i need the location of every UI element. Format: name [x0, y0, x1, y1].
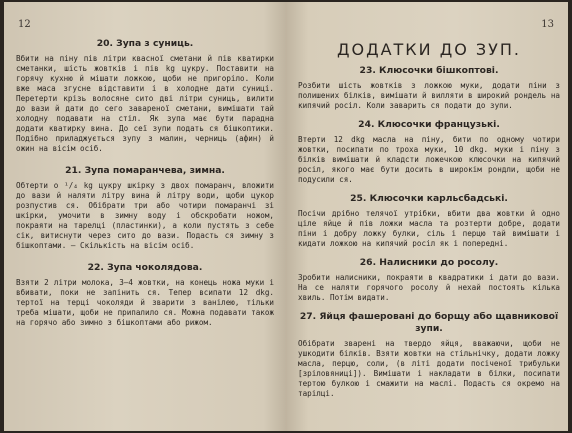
book-spread: [4, 2, 568, 431]
page-number: 13: [541, 19, 554, 30]
recipe-text: Зробити налисники, покраяти в квадратики і дати до вази. На се наляти горячого росолу й нехай постоять кілька хвиль. Потім видати.: [298, 273, 560, 302]
recipe-title: 20. Зупа з суниць.: [96, 38, 194, 49]
page-number: 12: [18, 19, 31, 30]
left-column: [16, 38, 274, 339]
recipe-title: 21. Зупа помаранчева, зимна.: [65, 165, 225, 176]
recipe-title: 25. Клюсочки карльсбадські.: [350, 193, 508, 204]
recipe-title: 22. Зупа чоколядова.: [87, 262, 203, 273]
right-page: [286, 2, 568, 431]
recipe-section: [298, 311, 560, 399]
recipe-section: [298, 119, 560, 185]
left-page: [4, 2, 286, 431]
recipe-text: Втерти 12 dkg масла на піну, бити по одному чотири жовтки, посипати по троха муки, 10 dkg. муки і піну з білків вимішати й кладсти ложечкою клюсочки на кипячий росіл, якого має бути досить в широкім рондли, щоби не подусили ся.: [298, 135, 560, 184]
recipe-title: 23. Клюсочки бішкоптові.: [359, 65, 499, 76]
recipe-text: Взяти 2 літри молока, 3—4 жовтки, на конець ножа муки і вбивати, поки не запінить ся. Тепер всипати 12 dkg. тертої на терці чоколяди й зварити з ванілею, тільки треба мішати, щоби не припалило ся. Можна подавати також на горячо або зимно з бішкоптами або рижом.: [16, 278, 274, 327]
recipe-title: 27. Яйця фашеровані до борщу або щавникової зупи.: [299, 311, 559, 334]
recipe-text: Розбити шість жовтків з ложкою муки, додати піни з полишених білків, вимішати й вилляти в широкий рондель на кипячий росіл. Коли заварить ся подати до зупи.: [298, 81, 560, 110]
recipe-title: 24. Клюсочки французькі.: [358, 119, 500, 130]
recipe-text: Вбити на піну пів літри квасної сметани й пів кватирки сметанки, шість жовтків і пів kg цукру. Поставити на горячу кухню й мішати ложкою, щоби не пригоріло. Коли вже маса згусне відставити і в холодне дати суниці. Перетерти крізь волосяне сито дві літри суниць, вилити до вази й дати до сего завареної сметани, вимішати тай холодну подавати на стіл. Як зупа має бути парадна додати кватирку вина. До сеї зупи подать ся бішкоптики. Подібно приладжується зупу з малин, черниць (афин) й ожин на вісім осіб.: [16, 54, 274, 153]
recipe-section: [298, 65, 560, 111]
right-column: [298, 40, 560, 407]
recipe-section: [16, 262, 274, 328]
recipe-section: [298, 193, 560, 249]
recipe-title: 26. Налисники до росолу.: [359, 257, 499, 268]
recipe-section: [16, 165, 274, 251]
recipe-text: Обтерти о ¹/₄ kg цукру шкірку з двох помаранч, вложити до вази й наляти літру вина й літру води, щоби цукор розпустив ся. Обібрати три або чотири помаранчі зі шкірки, умочити в зимну воду і обскробати ножом, покраяти на тарелці (пластинки), а коли пустять з себе сік, витиснути через сито до вази. Подасть ся зимну з бішкоптами. — Скількість на вісім осіб.: [16, 181, 274, 250]
recipe-section: [298, 257, 560, 303]
recipe-text: Обібрати зварені на твердо яйця, вважаючи, щоби не ушкодити білків. Взяти жовтки на стільнічку, додати ложку масла, перцю, соли, (в літі додати посіченої трибульки [зріловяниці]). Вимішати і накладати в білки, посипати тертою булкою і смажити на маслі. Подасть ся окремо на тарілці.: [298, 339, 560, 398]
recipe-section: [16, 38, 274, 154]
recipe-text: Посічи дрібно телячої утрібки, вбити два жовтки й одно ціле яйце й пів ложки масла та розтерти добре, додати піни і добру ложку булки, сіль і перцю тай вимішати і кидати ложкою на кипячий росіл як і попередні.: [298, 209, 560, 248]
chapter-heading: ДОДАТКИ ДО ЗУП.: [336, 40, 522, 59]
